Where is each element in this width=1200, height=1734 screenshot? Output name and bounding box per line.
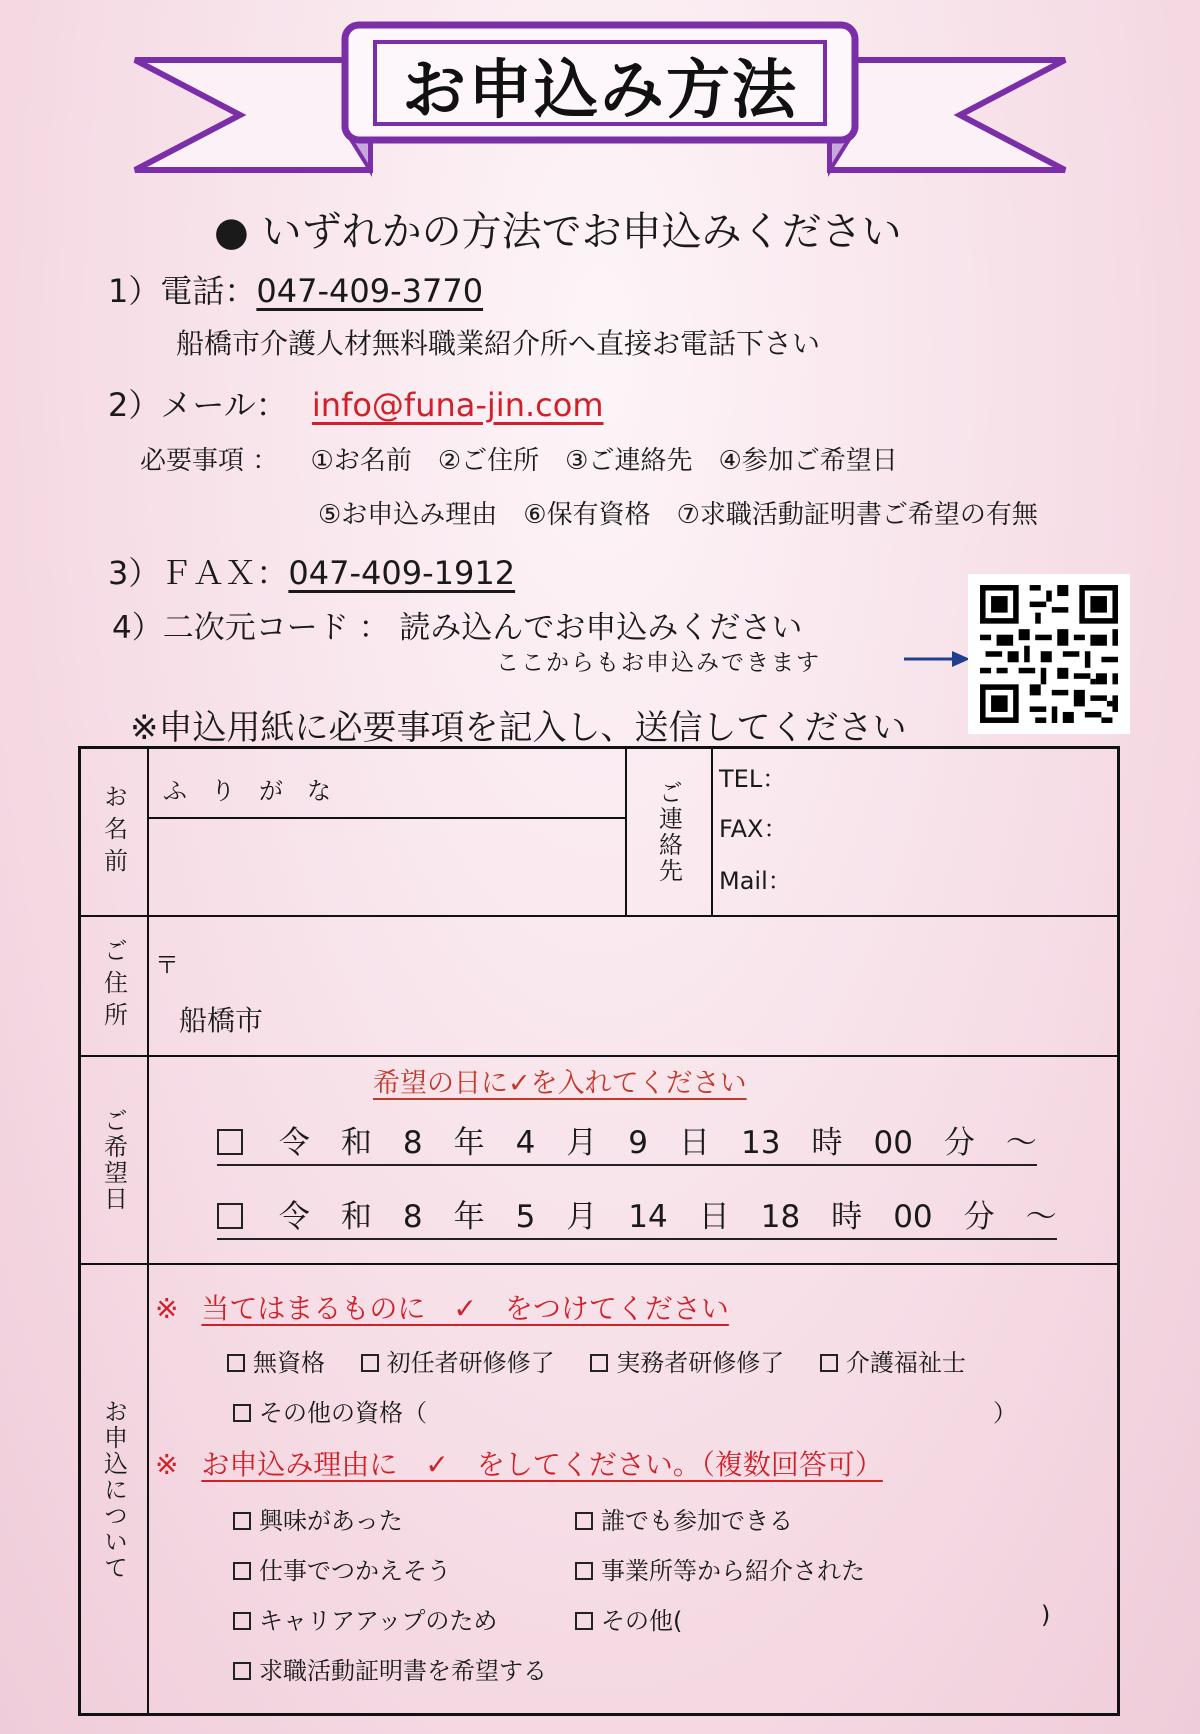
reason-option[interactable]: [233, 1501, 403, 1536]
fax-row: [108, 548, 515, 594]
reason-label: 誰でも参加できる: [601, 1507, 793, 1535]
reason-mark: ※: [155, 1448, 179, 1481]
reason-option[interactable]: [233, 1551, 451, 1586]
contact-label: ご連絡先: [654, 780, 683, 884]
mail-label: 2）メール：: [108, 386, 288, 424]
name-field[interactable]: [149, 819, 623, 913]
checkbox-icon[interactable]: [233, 1512, 251, 1530]
tel-field[interactable]: TEL：: [719, 765, 787, 793]
qual-option[interactable]: [820, 1349, 966, 1377]
application-form: [78, 746, 1120, 1716]
qual-option[interactable]: [361, 1349, 555, 1377]
required-items-row: [140, 440, 898, 477]
phone-number[interactable]: 047-409-3770: [256, 272, 484, 310]
checkbox-icon[interactable]: [575, 1562, 593, 1580]
qr-code[interactable]: [968, 574, 1130, 734]
qual-instruction: 当てはまるものに ✓ をつけてください: [201, 1292, 729, 1325]
address-label: ご住所: [99, 938, 128, 1034]
other-qual-option[interactable]: [233, 1393, 427, 1428]
qual-label: 介護福祉士: [845, 1349, 966, 1377]
checkbox-icon[interactable]: [233, 1404, 251, 1422]
reason-label: 仕事でつかえそう: [259, 1557, 451, 1585]
reason-label: キャリアアップのため: [259, 1607, 498, 1635]
city-text: 船橋市: [179, 1004, 264, 1037]
date2-checkbox[interactable]: [217, 1203, 243, 1229]
fax-label: 3）ＦＡＸ：: [108, 554, 289, 592]
checkbox-icon[interactable]: [361, 1354, 379, 1372]
required-line2: ⑤お申込み理由 ⑥保有資格 ⑦求職活動証明書ご希望の有無: [318, 500, 1038, 530]
qual-option[interactable]: [590, 1349, 784, 1377]
checkbox-icon[interactable]: [233, 1662, 251, 1680]
qual-label: 無資格: [253, 1349, 325, 1377]
phone-row: [108, 266, 483, 312]
date-instruction: 希望の日に✓を入れてください: [373, 1068, 747, 1099]
other-qual-label: その他の資格（: [259, 1399, 427, 1427]
reason-instruction: お申込み理由に ✓ をしてください。（複数回答可）: [201, 1448, 883, 1481]
reason-label: 事業所等から紹介された: [601, 1557, 865, 1585]
reason-option[interactable]: [575, 1551, 865, 1586]
checkbox-icon[interactable]: [233, 1612, 251, 1630]
arrow-right-icon: [904, 648, 970, 670]
checkbox-icon[interactable]: [575, 1512, 593, 1530]
required-label: 必要事項 ：: [140, 446, 279, 476]
qual-label: 初任者研修修了: [386, 1349, 555, 1377]
date-label: ご希望日: [99, 1108, 128, 1212]
reason-option[interactable]: [575, 1501, 793, 1536]
reason-instruction-row: [155, 1443, 883, 1483]
mail-link[interactable]: info@funa-jin.com: [311, 386, 604, 424]
form-note: ※申込用紙に必要事項を記入し、送信してください: [130, 708, 907, 748]
name-label: お名前: [99, 784, 128, 880]
reason-label: その他(: [601, 1607, 683, 1635]
qr-label: 4）二次元コード ： 読み込んでお申込みください: [112, 610, 803, 646]
phone-label: 1）電話：: [108, 272, 257, 310]
qual-instruction-row: [155, 1287, 729, 1327]
other-qual-close: ）: [993, 1399, 1017, 1427]
furigana-label: ふ り が な: [163, 777, 331, 805]
date2-text: 令 和 8 年 5 月 14 日 18 時 00 分 ～: [278, 1199, 1057, 1235]
date1-checkbox[interactable]: [217, 1129, 243, 1155]
checkbox-icon[interactable]: [227, 1354, 245, 1372]
date-option-2[interactable]: [217, 1191, 1057, 1240]
postal-mark: 〒: [155, 951, 179, 979]
qual-mark: ※: [155, 1292, 179, 1325]
reason-option[interactable]: [575, 1601, 682, 1636]
checkbox-icon[interactable]: [590, 1354, 608, 1372]
phone-note: 船橋市介護人材無料職業紹介所へ直接お電話下さい: [176, 327, 821, 360]
reason-label: 求職活動証明書を希望する: [259, 1657, 547, 1685]
address-field[interactable]: [231, 929, 1111, 1045]
furigana-field[interactable]: [149, 749, 623, 815]
intro-text: ● いずれかの方法でお申込みください: [214, 209, 902, 255]
reason-option[interactable]: [233, 1601, 497, 1636]
checkbox-icon[interactable]: [575, 1612, 593, 1630]
page-title: お申込み方法: [402, 54, 798, 128]
mail-field[interactable]: Mail：: [719, 867, 792, 895]
qr-code-icon: [968, 574, 1130, 734]
date1-text: 令 和 8 年 4 月 9 日 13 時 00 分 ～: [278, 1125, 1037, 1161]
required-line1: ①お名前 ②ご住所 ③ご連絡先 ④参加ご希望日: [310, 446, 898, 476]
reason-option[interactable]: [233, 1651, 547, 1686]
fax-field[interactable]: FAX：: [719, 815, 788, 843]
qual-option[interactable]: [227, 1349, 325, 1377]
other-reason-close: ): [1041, 1601, 1051, 1629]
qr-note: ここからもお申込みできます: [496, 650, 821, 676]
checkbox-icon[interactable]: [820, 1354, 838, 1372]
mail-row: [108, 380, 603, 426]
checkbox-icon[interactable]: [233, 1562, 251, 1580]
reason-label: 興味があった: [259, 1507, 403, 1535]
fax-number[interactable]: 047-409-1912: [288, 554, 516, 592]
date-option-1[interactable]: [217, 1117, 1037, 1166]
about-label: お申込について: [99, 1399, 128, 1581]
qual-label: 実務者研修修了: [616, 1349, 785, 1377]
qualification-list: [227, 1343, 966, 1378]
